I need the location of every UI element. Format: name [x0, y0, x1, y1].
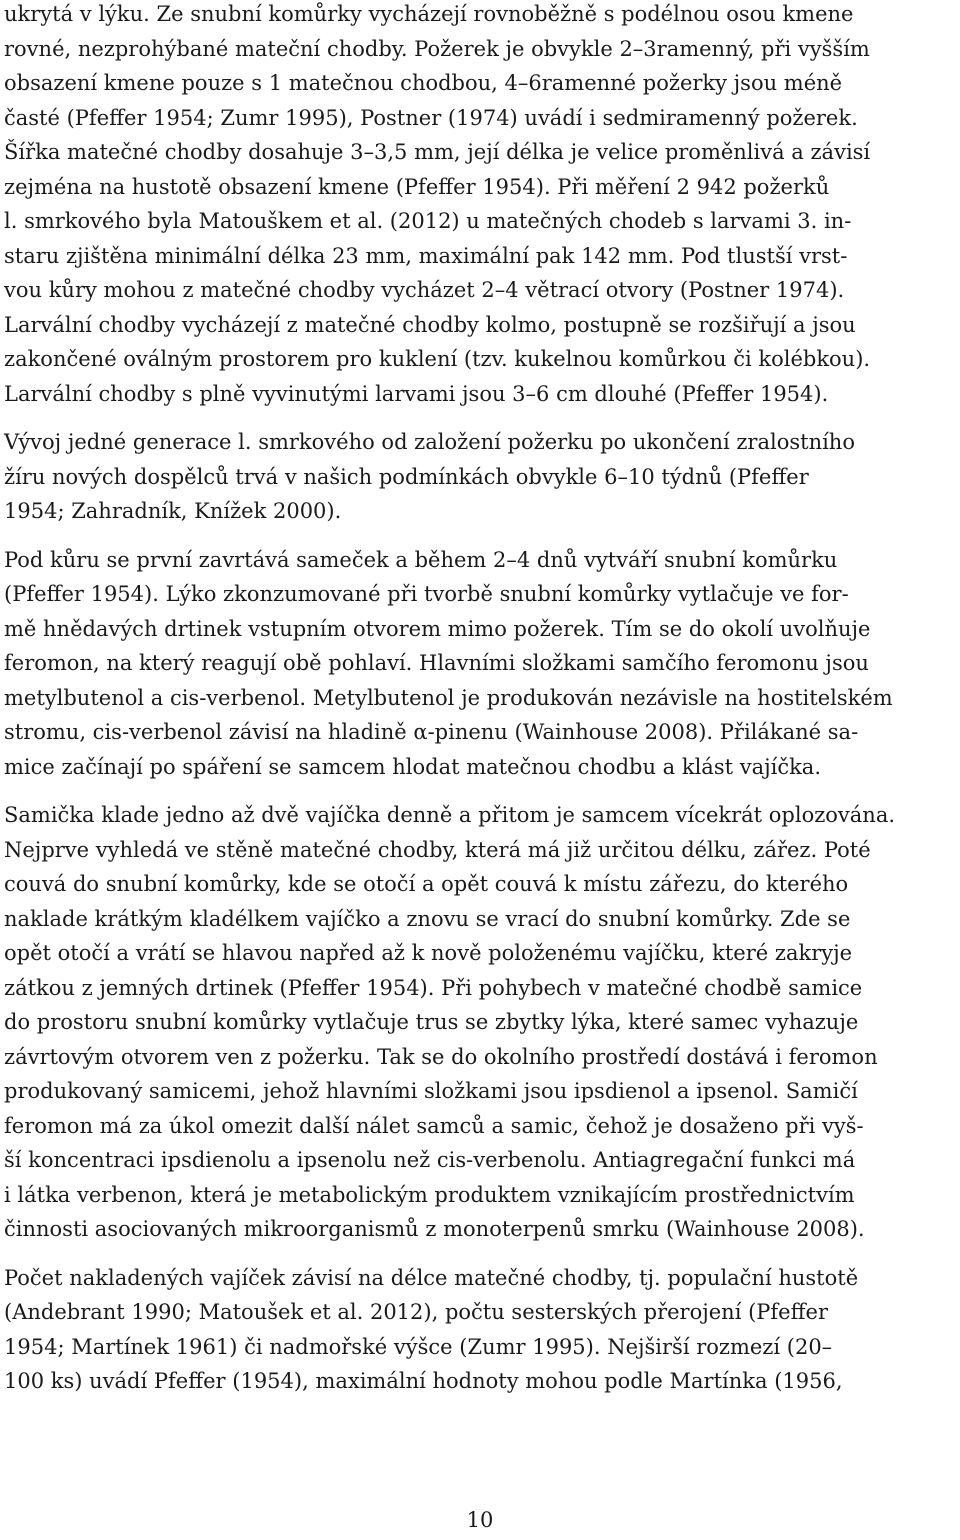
paragraph-1 — [4, 0, 956, 411]
text-line: i látka verbenon, která je metabolickým produktem vznikajícím prostřednictvím — [4, 1182, 855, 1207]
text-line: obsazení kmene pouze s 1 matečnou chodbou, 4–6ramenné požerky jsou méně — [4, 71, 843, 95]
text-line: Larvální chodby vycházejí z matečné chodby kolmo, postupně se rozšiřují a jsou — [4, 312, 856, 337]
text-line: časté (Pfeffer 1954; Zumr 1995), Postner (1974) uvádí i sedmiramenný požerek. — [4, 105, 858, 130]
page-number: 10 — [466, 1508, 494, 1532]
text-line: mice začínají po spáření se samcem hlodat matečnou chodbu a klást vajíčka. — [4, 754, 822, 779]
text-line: ukrytá v lýku. Ze snubní komůrky vycházejí rovnoběžně s podélnou osou kmene — [4, 2, 854, 26]
text-line: zátkou z jemných drtinek (Pfeffer 1954). Při pohybech v matečné chodbě samice — [4, 975, 863, 1000]
text-line: couvá do snubní komůrky, kde se otočí a opět couvá k místu zářezu, do kterého — [4, 872, 849, 896]
text-line: l. smrkového byla Matouškem et al. (2012) u matečných chodeb s larvami 3. in- — [4, 209, 852, 233]
paragraph-4 — [4, 798, 956, 1247]
text-line: činnosti asociovaných mikroorganismů z monoterpenů smrku (Wainhouse 2008). — [4, 1217, 865, 1241]
text-line: Pod kůru se první zavrtává sameček a během 2–4 dnů vytváří snubní komůrku — [4, 547, 838, 572]
text-line: rovné, nezprohýbané mateční chodby. Požerek je obvykle 2–3ramenný, při vyšším — [4, 36, 870, 61]
text-line: naklade krátkým kladélkem vajíčko a znovu se vrací do snubní komůrky. Zde se — [4, 906, 851, 931]
text-line: Nejprve vyhledá ve stěně matečné chodby, která má již určitou délku, zářez. Poté — [4, 837, 871, 862]
text-line: metylbutenol a cis-verbenol. Metylbutenol je produkován nezávisle na hostitelském — [4, 685, 893, 710]
text-line: staru zjištěna minimální délka 23 mm, maximální pak 142 mm. Pod tlustší vrst- — [4, 243, 848, 268]
text-line: zejména na hustotě obsazení kmene (Pfeffer 1954). Při měření 2 942 požerků — [4, 174, 830, 199]
text-line: Počet nakladených vajíček závisí na délce matečné chodby, tj. populační hustotě — [4, 1265, 859, 1290]
text-line: (Andebrant 1990; Matoušek et al. 2012), počtu sesterských přerojení (Pfeffer — [4, 1300, 828, 1324]
text-line: žíru nových dospělců trvá v našich podmínkách obvykle 6–10 týdnů (Pfeffer — [4, 464, 809, 489]
paragraph-2 — [4, 425, 956, 529]
paragraph-3 — [4, 543, 956, 785]
text-line: Larvální chodby s plně vyvinutými larvami jsou 3–6 cm dlouhé (Pfeffer 1954). — [4, 381, 829, 406]
text-line: vou kůry mohou z matečné chodby vycházet 2–4 větrací otvory (Postner 1974). — [4, 278, 845, 302]
text-line: (Pfeffer 1954). Lýko zkonzumované při tvorbě snubní komůrky vytlačuje ve for- — [4, 582, 849, 606]
text-line: Samička klade jedno až dvě vajíčka denně a přitom je samcem vícekrát oplozována. — [4, 803, 896, 827]
text-line: ší koncentraci ipsdienolu a ipsenolu než cis-verbenolu. Antiagregační funkci má — [4, 1148, 856, 1172]
text-line: do prostoru snubní komůrky vytlačuje trus se zbytky lýka, které samec vyhazuje — [4, 1010, 859, 1034]
text-line: závrtovým otvorem ven z požerku. Tak se do okolního prostředí dostává i feromon — [4, 1044, 878, 1069]
text-line: 1954; Martínek 1961) či nadmořské výšce (Zumr 1995). Nejširší rozmezí (20– — [4, 1334, 833, 1359]
text-line: 100 ks) uvádí Pfeffer (1954), maximální hodnoty mohou podle Martínka (1956, — [4, 1369, 843, 1393]
text-line: zakončené oválným prostorem pro kuklení (tzv. kukelnou komůrkou či kolébkou). — [4, 347, 871, 371]
text-line: feromon má za úkol omezit další nálet samců a samic, čehož je dosaženo při vyš- — [4, 1113, 864, 1138]
paragraph-5 — [4, 1261, 956, 1399]
text-line: stromu, cis-verbenol závisí na hladině α-pinenu (Wainhouse 2008). Přilákané sa- — [4, 720, 859, 744]
text-line: mě hnědavých drtinek vstupním otvorem mimo požerek. Tím se do okolí uvolňuje — [4, 616, 871, 641]
document-body — [4, 0, 956, 1413]
text-line: feromon, na který reagují obě pohlaví. Hlavními složkami samčího feromonu jsou — [4, 651, 869, 675]
text-line: opět otočí a vrátí se hlavou napřed až k nově položenému vajíčku, které zakryje — [4, 941, 853, 965]
text-line: 1954; Zahradník, Knížek 2000). — [4, 499, 342, 523]
text-line: Vývoj jedné generace l. smrkového od založení požerku po ukončení zralostního — [4, 430, 855, 454]
text-line: produkovaný samicemi, jehož hlavními složkami jsou ipsdienol a ipsenol. Samičí — [4, 1079, 858, 1103]
text-line: Šířka matečné chodby dosahuje 3–3,5 mm, její délka je velice proměnlivá a závisí — [4, 140, 871, 164]
